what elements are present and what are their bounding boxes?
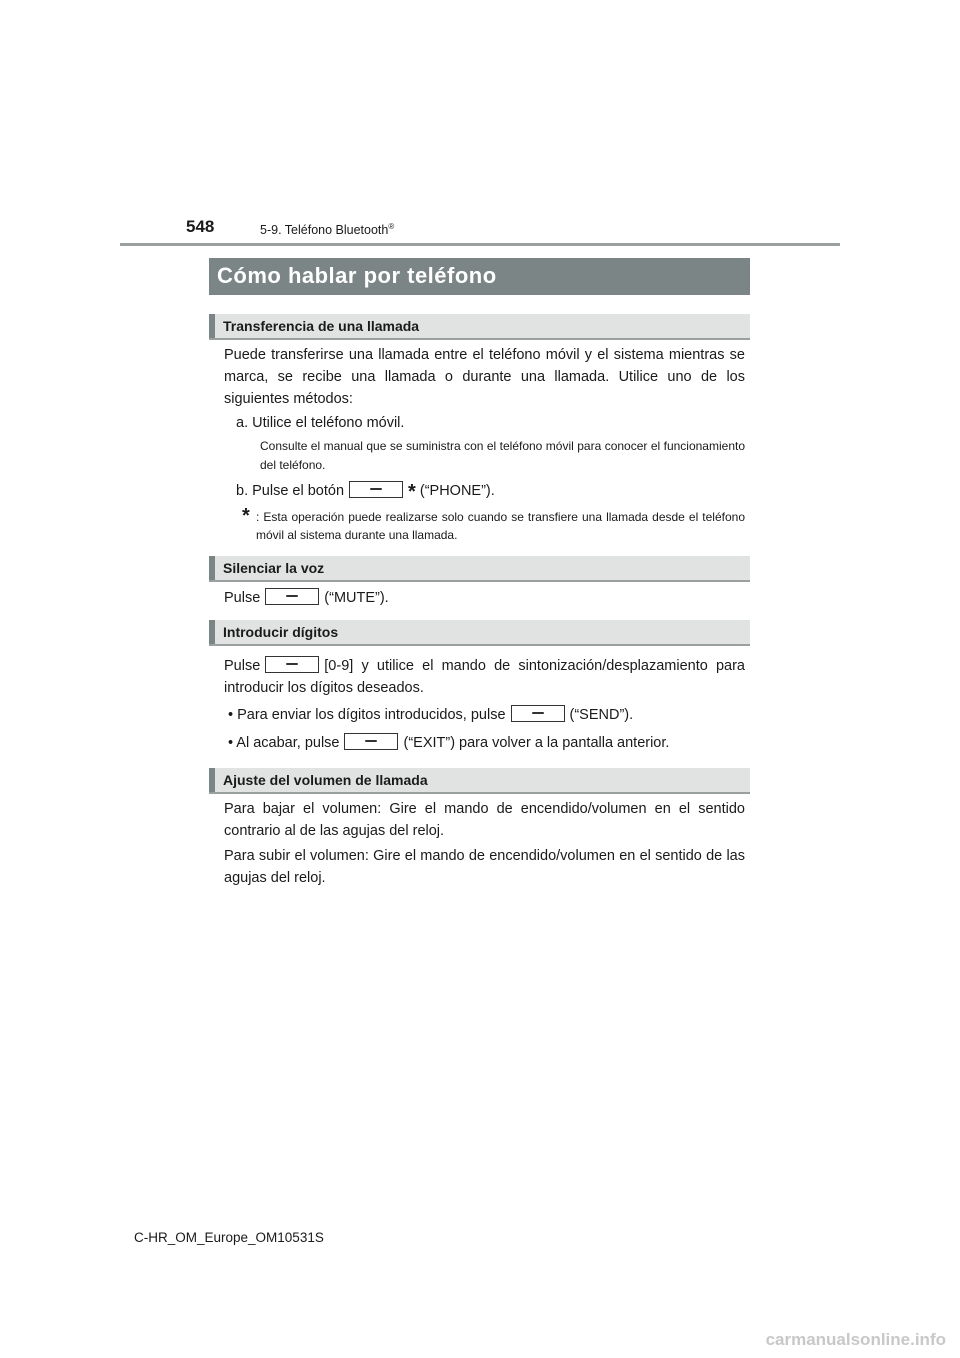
subheading-transfer: Transferencia de una llamada — [209, 314, 750, 340]
subheading-digits: Introducir dígitos — [209, 620, 750, 646]
page-title-bar — [209, 258, 750, 295]
transfer-item-a: a. Utilice el teléfono móvil. — [236, 415, 405, 431]
transfer-intro: Puede transferirse una llamada entre el teléfono móvil y el sistema mientras se marca, se recibe una llamada o durante una llamada. Utilice uno de los siguientes métodos: — [224, 347, 745, 407]
page-number: 548 — [186, 217, 215, 236]
subheading-volume: Ajuste del volumen de llamada — [209, 768, 750, 794]
subheading-mute: Silenciar la voz — [209, 556, 750, 582]
digits-bullet-exit: • Al acabar, pulse (“EXIT”) para volver a la pantalla anterior. — [228, 735, 670, 751]
footnote-star: * — [242, 505, 250, 527]
registered-mark: ® — [388, 222, 395, 231]
transfer-item-b: b. Pulse el botón * (“PHONE”). — [236, 481, 495, 503]
mute-instruction: Pulse (“MUTE”). — [224, 590, 389, 606]
volume-down-text: Para bajar el volumen: Gire el mando de encendido/volumen en el sentido contrario al de las agujas del reloj. — [224, 801, 745, 839]
watermark: carmanualsonline.info — [765, 1330, 946, 1349]
header-divider — [120, 243, 840, 246]
mute-button-icon — [265, 588, 319, 605]
volume-up-text: Para subir el volumen: Gire el mando de encendido/volumen en el sentido de las agujas del reloj. — [224, 848, 745, 886]
transfer-item-a-note: Consulte el manual que se suministra con el teléfono móvil para conocer el funcionamiento del teléfono. — [260, 439, 745, 472]
digits-bullet-send: • Para enviar los dígitos introducidos, pulse (“SEND”). — [228, 707, 634, 723]
transfer-footnote: : Esta operación puede realizarse solo cuando se transfiere una llamada desde el teléfono móvil al sistema durante una llamada. — [256, 510, 745, 542]
keypad-button-icon — [265, 656, 319, 673]
page-title: Cómo hablar por teléfono — [217, 263, 497, 288]
phone-button-icon — [349, 481, 403, 498]
send-button-icon — [511, 705, 565, 722]
digits-instruction: Pulse [0-9] y utilice el mando de sintonización/desplazamiento para introducir los dígitos deseados. — [224, 658, 745, 696]
section-reference: 5-9. Teléfono Bluetooth® — [260, 222, 395, 237]
exit-button-icon — [344, 733, 398, 750]
footer-document-id: C-HR_OM_Europe_OM10531S — [134, 1230, 324, 1245]
